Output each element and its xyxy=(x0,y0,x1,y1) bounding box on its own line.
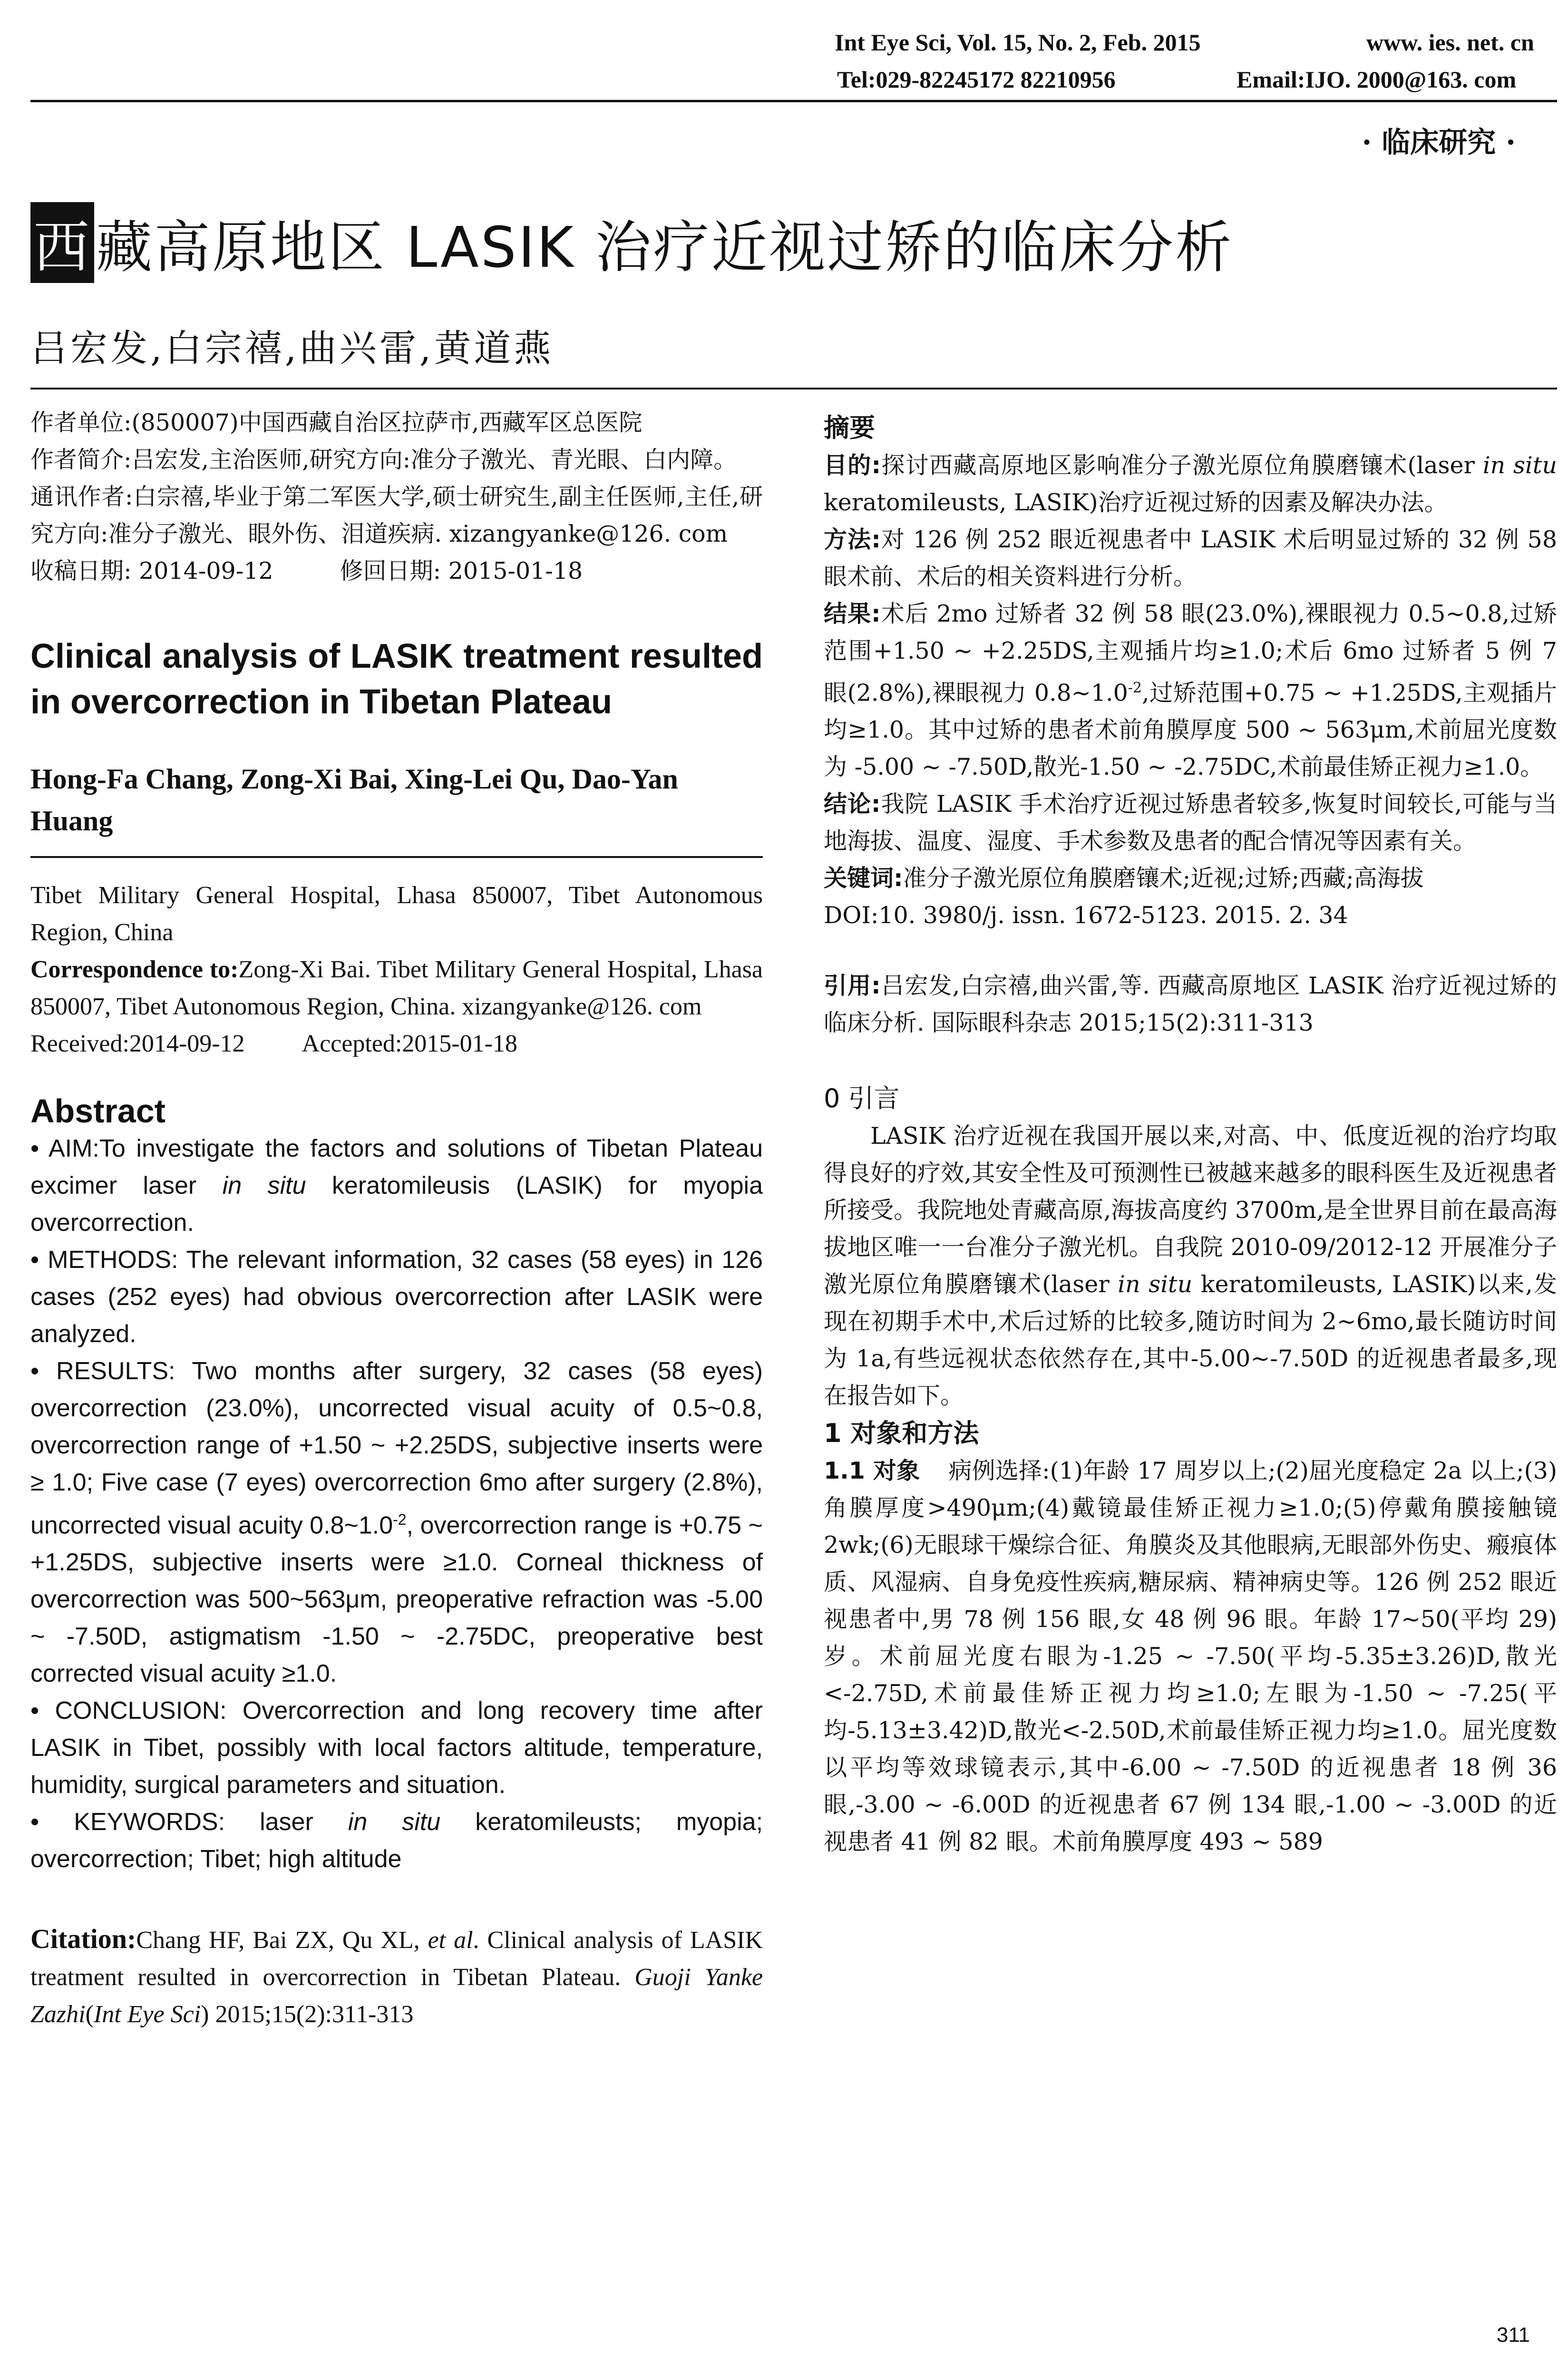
results-cn-sup: -2 xyxy=(1128,680,1142,696)
correspondence-text: Zong-Xi Bai. Tibet Military General Hospital, Lhasa 850007, Tibet Autonomous Region, China. xizangyanke@126. com xyxy=(30,956,763,1020)
abstract-en-keywords xyxy=(30,1803,763,1878)
correspondence-label: Correspondence to: xyxy=(30,956,239,983)
intro-heading: 0 引言 xyxy=(824,1083,900,1114)
title-rest: 藏高原地区 LASIK 治疗近视过矫的临床分析 xyxy=(96,214,1234,280)
citation-cn xyxy=(824,967,1557,1042)
citation-cn-text: 吕宏发,白宗禧,曲兴雷,等. 西藏高原地区 LASIK 治疗近视过矫的临床分析. 国际眼科杂志 2015;15(2):311-313 xyxy=(824,972,1557,1037)
aim-italic: in situ xyxy=(222,1172,306,1199)
header-rule xyxy=(30,100,1557,102)
citation-journal2: Int Eye Sci xyxy=(93,2001,201,2028)
citation-etal: et al xyxy=(428,1927,473,1954)
keywords-italic: in situ xyxy=(348,1808,441,1836)
english-dates xyxy=(30,1025,763,1062)
subjects-paragraph xyxy=(824,1452,1557,1861)
keywords-text-b: keratomileusts; myopia; overcorrection; Tibet; high altitude xyxy=(30,1808,763,1873)
abstract-cn-results xyxy=(824,595,1557,786)
abstract-cn-conclusion xyxy=(824,786,1557,860)
aim-cn-text-b: keratomileusts, LASIK)治疗近视过矫的因素及解决办法。 xyxy=(824,489,1448,516)
abstract-en-aim xyxy=(30,1130,763,1241)
received-cn: 收稿日期: 2014-09-12 xyxy=(30,557,273,585)
citation-label: Citation: xyxy=(30,1923,136,1955)
results-cn-text-b: ,过矫范围+0.75 ~ +1.25DS,主观插片均≥1.0。其中过矫的患者术前角膜厚度 500 ~ 563μm,术前屈光度数为 -5.00 ~ -7.50D,散光-1.50 ~ -2.75DC,术前最佳矫正视力≥1.0。 xyxy=(824,679,1557,781)
results-text-a: Two months after surgery, 32 cases (58 eyes) overcorrection (23.0%), uncorrected visual acuity of 0.5~0.8, overcorrection range of +1.50 ~ +2.25DS, subjective inserts were ≥ 1.0; Five case (7 eyes) overcorrection 6mo after surgery (2.8%), uncorrected visual acuity 0.8~1.0 xyxy=(30,1357,763,1539)
citation-en xyxy=(30,1920,763,2033)
results-cn-label: 结果: xyxy=(824,600,881,627)
citation-c: ( xyxy=(85,2001,94,2028)
title-first-char: 西 xyxy=(30,202,94,283)
subjects-text: 病例选择:(1)年龄 17 周岁以上;(2)屈光度稳定 2a 以上;(3)角膜厚度>490μm;(4)戴镜最佳矫正视力≥1.0;(5)停戴角膜接触镜 2wk;(6)无眼球干燥综合征、角膜炎及其他眼病,无眼部外伤史、瘢痕体质、风湿病、自身免疫性疾病,糖尿病、精神病史等。126 例 252 眼近视患者中,男 78 例 156 眼,女 48 例 96 眼。年龄 17~50(平均 29)岁。术前屈光度右眼为-1.25 ~ -7.50(平均-5.35±3.26)D,散光<-2.75D,术前最佳矫正视力均≥1.0;左眼为-1.50 ~ -7.25(平均-5.13±3.42)D,散光<-2.50D,术前最佳矫正视力均≥1.0。屈光度数以平均等效球镜表示,其中-6.00 ~ -7.50D 的近视患者 18 例 36 眼,-3.00 ~ -6.00D 的近视患者 67 例 134 眼,-1.00 ~ -3.00D 的近视患者 41 例 82 眼。术前角膜厚度 493 ~ 589 xyxy=(824,1457,1558,1856)
conclusion-text: Overcorrection and long recovery time after LASIK in Tibet, possibly with local factors altitude, temperature, humidity, surgical parameters and situation. xyxy=(30,1697,763,1799)
accepted-en: Accepted:2015-01-18 xyxy=(302,1030,517,1057)
results-label: • RESULTS: xyxy=(30,1357,175,1385)
aim-cn-italic: in situ xyxy=(1482,452,1557,479)
journal-website[interactable]: www. ies. net. cn xyxy=(1366,29,1534,56)
citation-b: . Clinical analysis of LASIK treatment resulted in overcorrection in Tibetan Plateau. xyxy=(30,1927,763,1991)
author-info xyxy=(30,404,763,590)
author-unit: 作者单位:(850007)中国西藏自治区拉萨市,西藏军区总医院 xyxy=(30,409,643,436)
methods-text: The relevant information, 32 cases (58 eyes) in 126 cases (252 eyes) had obvious overcorrection after LASIK were analyzed. xyxy=(30,1246,763,1348)
abstract-en-heading: Abstract xyxy=(30,1092,166,1130)
abstract-cn-keywords xyxy=(824,860,1557,897)
aim-text-b: keratomileusis (LASIK) for myopia overcorrection. xyxy=(30,1172,763,1237)
abstract-cn-methods xyxy=(824,521,1557,595)
journal-tel: Tel:029-82245172 82210956 xyxy=(837,66,1116,93)
methods-label: • METHODS: xyxy=(30,1246,178,1274)
intro-text-b: keratomileusts, LASIK)以来,发现在初期手术中,术后过矫的比较多,随访时间为 2~6mo,最长随访时间为 1a,有些远视状态依然存在,其中-5.00~-7.50D 的近视患者最多,现在报告如下。 xyxy=(824,1271,1557,1410)
left-column xyxy=(30,404,763,2033)
author-bio: 作者简介:吕宏发,主治医师,研究方向:准分子激光、青光眼、白内障。 xyxy=(30,446,737,473)
citation-a: Chang HF, Bai ZX, Qu XL, xyxy=(136,1927,428,1954)
conclusion-cn-label: 结论: xyxy=(824,790,881,818)
conclusion-label: • CONCLUSION: xyxy=(30,1697,227,1725)
intro-text: LASIK 治疗近视在我国开展以来,对高、中、低度近视的治疗均取得良好的疗效,其安全性及可预测性已被越来越多的眼科医生及近视患者所接受。我院地处青藏高原,海拔高度约 3700m,是全世界目前在最高海拔地区唯一一台准分子激光机。自我院 2010-09/2012-12 开展准分子激光原位角膜磨镶术(laser xyxy=(824,1122,1557,1298)
abstract-cn-heading: 摘要 xyxy=(824,413,875,443)
page-number: 311 xyxy=(1496,2323,1530,2347)
section-tag: · 临床研究 · xyxy=(1362,126,1516,159)
aim-label: • AIM: xyxy=(30,1135,99,1162)
abstract-en-conclusion xyxy=(30,1692,763,1803)
keywords-cn-label: 关键词: xyxy=(824,865,903,892)
right-column xyxy=(824,409,1557,1861)
methods-cn-label: 方法: xyxy=(824,526,881,553)
english-authors: Hong-Fa Chang, Zong-Xi Bai, Xing-Lei Qu, Dao-Yan Huang xyxy=(30,763,678,837)
aim-cn-label: 目的: xyxy=(824,452,881,479)
methods-heading: 1 对象和方法 xyxy=(824,1418,979,1449)
citation-d: ) 2015;15(2):311-313 xyxy=(201,2001,414,2028)
abstract-en-methods xyxy=(30,1241,763,1353)
english-title: Clinical analysis of LASIK treatment resulted in overcorrection in Tibetan Plateau xyxy=(30,637,763,721)
received-en: Received:2014-09-12 xyxy=(30,1030,245,1057)
journal-email[interactable]: Email:IJO. 2000@163. com xyxy=(1237,66,1517,93)
article-title xyxy=(30,202,1233,283)
english-affiliation: Tibet Military General Hospital, Lhasa 850007, Tibet Autonomous Region, China xyxy=(30,882,763,946)
aim-cn-text-a: 探讨西藏高原地区影响准分子激光原位角膜磨镶术(laser xyxy=(881,452,1483,479)
intro-paragraph xyxy=(824,1118,1557,1414)
revised-cn: 修回日期: 2015-01-18 xyxy=(340,557,583,585)
keywords-cn-text: 准分子激光原位角膜磨镶术;近视;过矫;西藏;高海拔 xyxy=(903,865,1424,892)
abstract-cn-aim xyxy=(824,447,1557,521)
intro-italic: in situ xyxy=(1118,1271,1193,1298)
keywords-label: • KEYWORDS: xyxy=(30,1808,225,1836)
abstract-en-results xyxy=(30,1353,763,1692)
subjects-label: 1.1 对象 xyxy=(824,1457,920,1485)
english-correspondence xyxy=(30,951,763,1025)
aim-text-a: To investigate the factors and solutions of Tibetan Plateau excimer laser xyxy=(30,1135,763,1199)
results-text-b: , overcorrection range is +0.75 ~ +1.25DS, subjective inserts were ≥1.0. Corneal thickness of overcorrection was 500~563μm, preoperative refraction was -5.00 ~ -7.50D, astigmatism -1.50 ~ -2.75DC, preoperative best corrected visual acuity ≥1.0. xyxy=(30,1511,763,1688)
keywords-text-a: laser xyxy=(225,1808,348,1836)
results-cn-text-a: 术后 2mo 过矫者 32 例 58 眼(23.0%),裸眼视力 0.5~0.8,过矫范围+1.50 ~ +2.25DS,主观插片均≥1.0;术后 6mo 过矫者 5 例 7 眼(2.8%),裸眼视力 0.8~1.0 xyxy=(824,600,1557,707)
authors-cn: 吕宏发,白宗禧,曲兴雷,黄道燕 xyxy=(30,327,554,370)
dates-cn xyxy=(30,553,763,590)
results-sup: -2 xyxy=(393,1511,407,1528)
methods-cn-text: 对 126 例 252 眼近视患者中 LASIK 术后明显过矫的 32 例 58 眼术前、术后的相关资料进行分析。 xyxy=(824,526,1557,590)
conclusion-cn-text: 我院 LASIK 手术治疗近视过矫患者较多,恢复时间较长,可能与当地海拔、温度、湿度、手术参数及患者的配合情况等因素有关。 xyxy=(824,790,1557,855)
author-correspondence: 通讯作者:白宗禧,毕业于第二军医大学,硕士研究生,副主任医师,主任,研究方向:准分子激光、眼外伤、泪道疾病. xizangyanke@126. com xyxy=(30,483,763,547)
journal-info: Int Eye Sci, Vol. 15, No. 2, Feb. 2015 xyxy=(835,29,1201,56)
doi[interactable]: DOI:10. 3980/j. issn. 1672-5123. 2015. 2. 34 xyxy=(824,902,1348,929)
citation-cn-label: 引用: xyxy=(824,972,881,1000)
citation-journal: Guoji Yanke Zazhi xyxy=(30,1964,763,2028)
title-rule xyxy=(30,388,1557,390)
